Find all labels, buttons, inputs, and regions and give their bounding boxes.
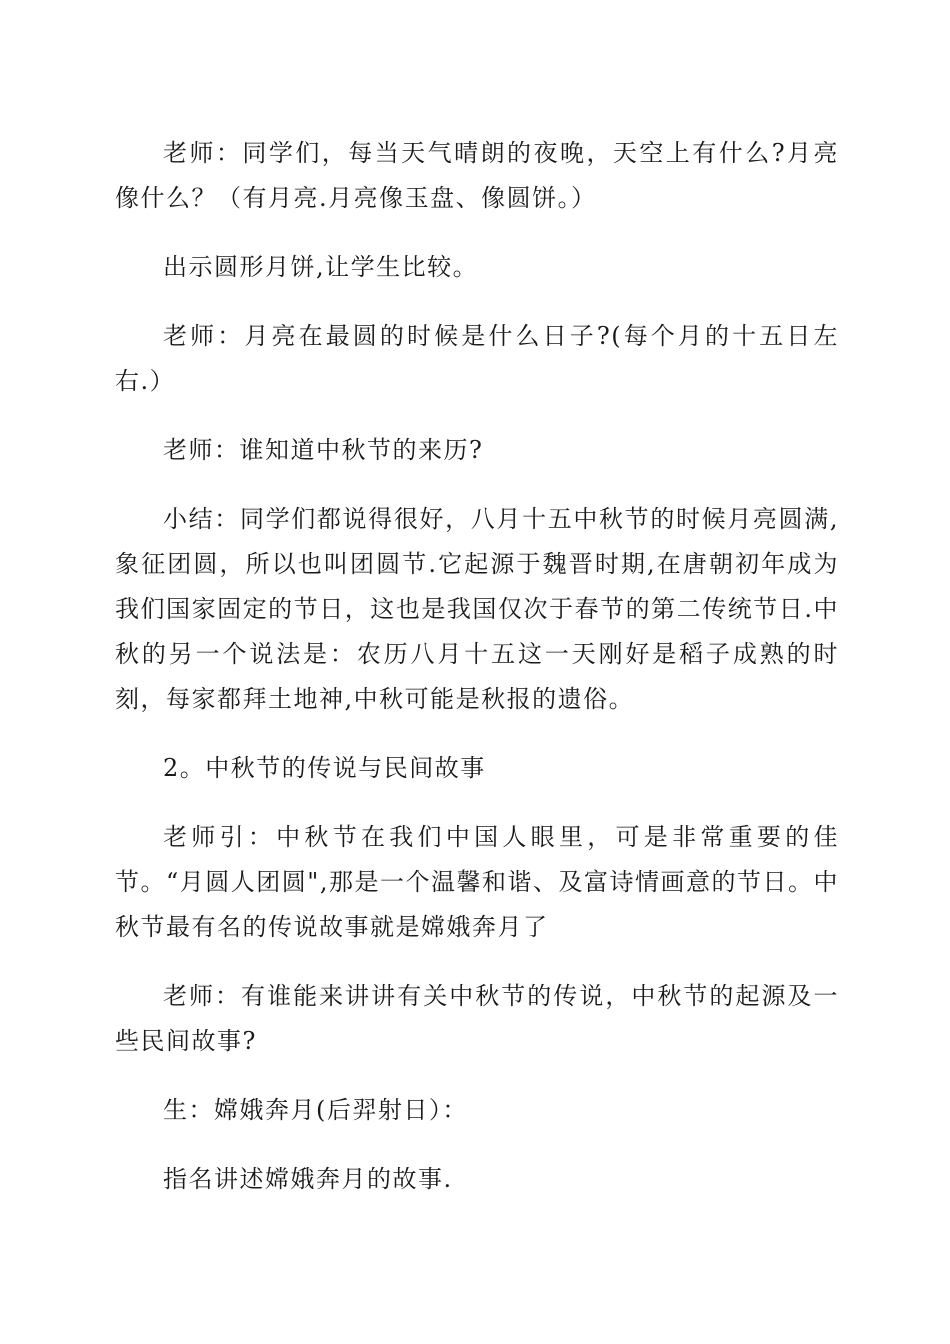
paragraph-student-answer: 生：嫦娥奔月(后羿射日）： (163, 1096, 468, 1124)
section-heading-legends: 2。中秋节的传说与民间故事 (163, 754, 486, 782)
paragraph-show-mooncake: 出示圆形月饼,让学生比较。 (163, 253, 479, 281)
paragraph-teacher-intro: 老师引：中秋节在我们中国人眼里，可是非常重要的佳节。“月圆人团圆",那是一个温馨和谐、及富诗情画意的节日。中秋节最有名的传说故事就是嫦娥奔月了 (115, 823, 839, 941)
document-body (115, 131, 839, 1226)
paragraph-teacher-full-moon-day: 老师：月亮在最圆的时候是什么日子?(每个月的十五日左右.） (115, 322, 839, 395)
paragraph-instruction: 指名讲述嫦娥奔月的故事. (163, 1165, 453, 1193)
paragraph-summary: 小结：同学们都说得很好，八月十五中秋节的时候月亮圆满,象征团圆，所以也叫团圆节.它起源于魏晋时期,在唐朝初年成为我们国家固定的节日，这也是我国仅次于春节的第二传统节日.中秋的另一个说法是：农历八月十五这一天刚好是稻子成熟的时刻，每家都拜土地神,中秋可能是秋报的遗俗。 (115, 505, 839, 713)
paragraph-teacher-festival-origin: 老师：谁知道中秋节的来历? (163, 436, 484, 464)
paragraph-teacher-ask-legends: 老师：有谁能来讲讲有关中秋节的传说，中秋节的起源及一些民间故事? (115, 982, 839, 1055)
paragraph-teacher-question-moon: 老师：同学们，每当天气晴朗的夜晚，天空上有什么?月亮像什么？（有月亮.月亮像玉盘、像圆饼。） (115, 139, 839, 212)
